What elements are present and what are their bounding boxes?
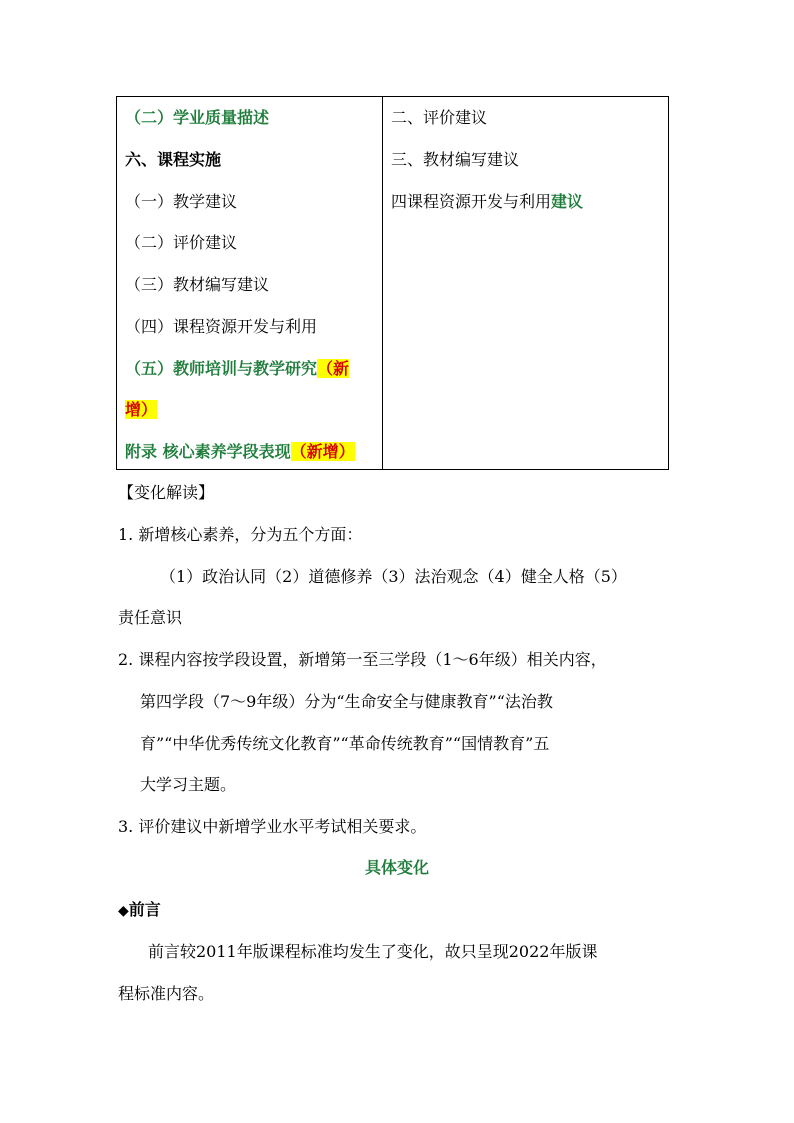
table-column-2022 (117, 97, 383, 469)
comparison-table (116, 96, 669, 470)
table-column-2011 (383, 97, 668, 469)
table-row: （二）学业质量描述 (125, 108, 270, 127)
new-tag: （新 (317, 359, 350, 378)
table-row-text: 附录 核心素养学段表现 (125, 442, 291, 461)
point-2-line: 第四学段（7～9年级）分为“生命安全与健康教育”“法治教 (140, 692, 553, 711)
new-tag: 增） (125, 400, 158, 419)
diamond-bullet-icon: ◆ (118, 903, 129, 919)
point-3-line: 3. 评价建议中新增学业水平考试相关要求。 (118, 817, 427, 836)
table-row (391, 191, 583, 213)
preface-title: 前言 (128, 900, 161, 919)
preface-text: 程标准内容。 (118, 984, 215, 1003)
table-row (125, 358, 349, 380)
section-label: 【变化解读】 (118, 483, 215, 502)
table-row: （四）课程资源开发与利用 (125, 317, 318, 336)
table-row: 六、课程实施 (125, 150, 222, 169)
table-row-text: 四课程资源开发与利用 (391, 192, 552, 211)
specific-changes-heading: 具体变化 (364, 858, 429, 877)
point-2-line: 育”“中华优秀传统文化教育”“革命传统教育”“国情教育”五 (140, 734, 550, 753)
table-row: （二）评价建议 (125, 233, 238, 252)
table-row: （一）教学建议 (125, 192, 238, 211)
table-row: （三）教材编写建议 (125, 275, 270, 294)
point-2-line: 大学习主题。 (140, 775, 237, 794)
table-row-suffix: 建议 (551, 192, 584, 211)
preface-text: 前言较2011年版课程标准均发生了变化，故只呈现2022年版课 (148, 942, 598, 961)
point-1-sub: （1）政治认同（2）道德修养（3）法治观念（4）健全人格（5） (160, 567, 627, 586)
point-2-line: 2. 课程内容按学段设置，新增第一至三学段（1～6年级）相关内容， (118, 650, 607, 669)
table-row-text: （五）教师培训与教学研究 (125, 359, 318, 378)
point-1-line: 1. 新增核心素养，分为五个方面： (118, 525, 363, 544)
table-row: 三、教材编写建议 (391, 150, 520, 169)
point-1-sub: 责任意识 (118, 608, 183, 627)
new-tag: （新增） (290, 442, 355, 461)
table-row (125, 441, 355, 463)
table-row (125, 399, 157, 421)
table-row: 二、评价建议 (391, 108, 488, 127)
preface-heading (118, 899, 161, 922)
